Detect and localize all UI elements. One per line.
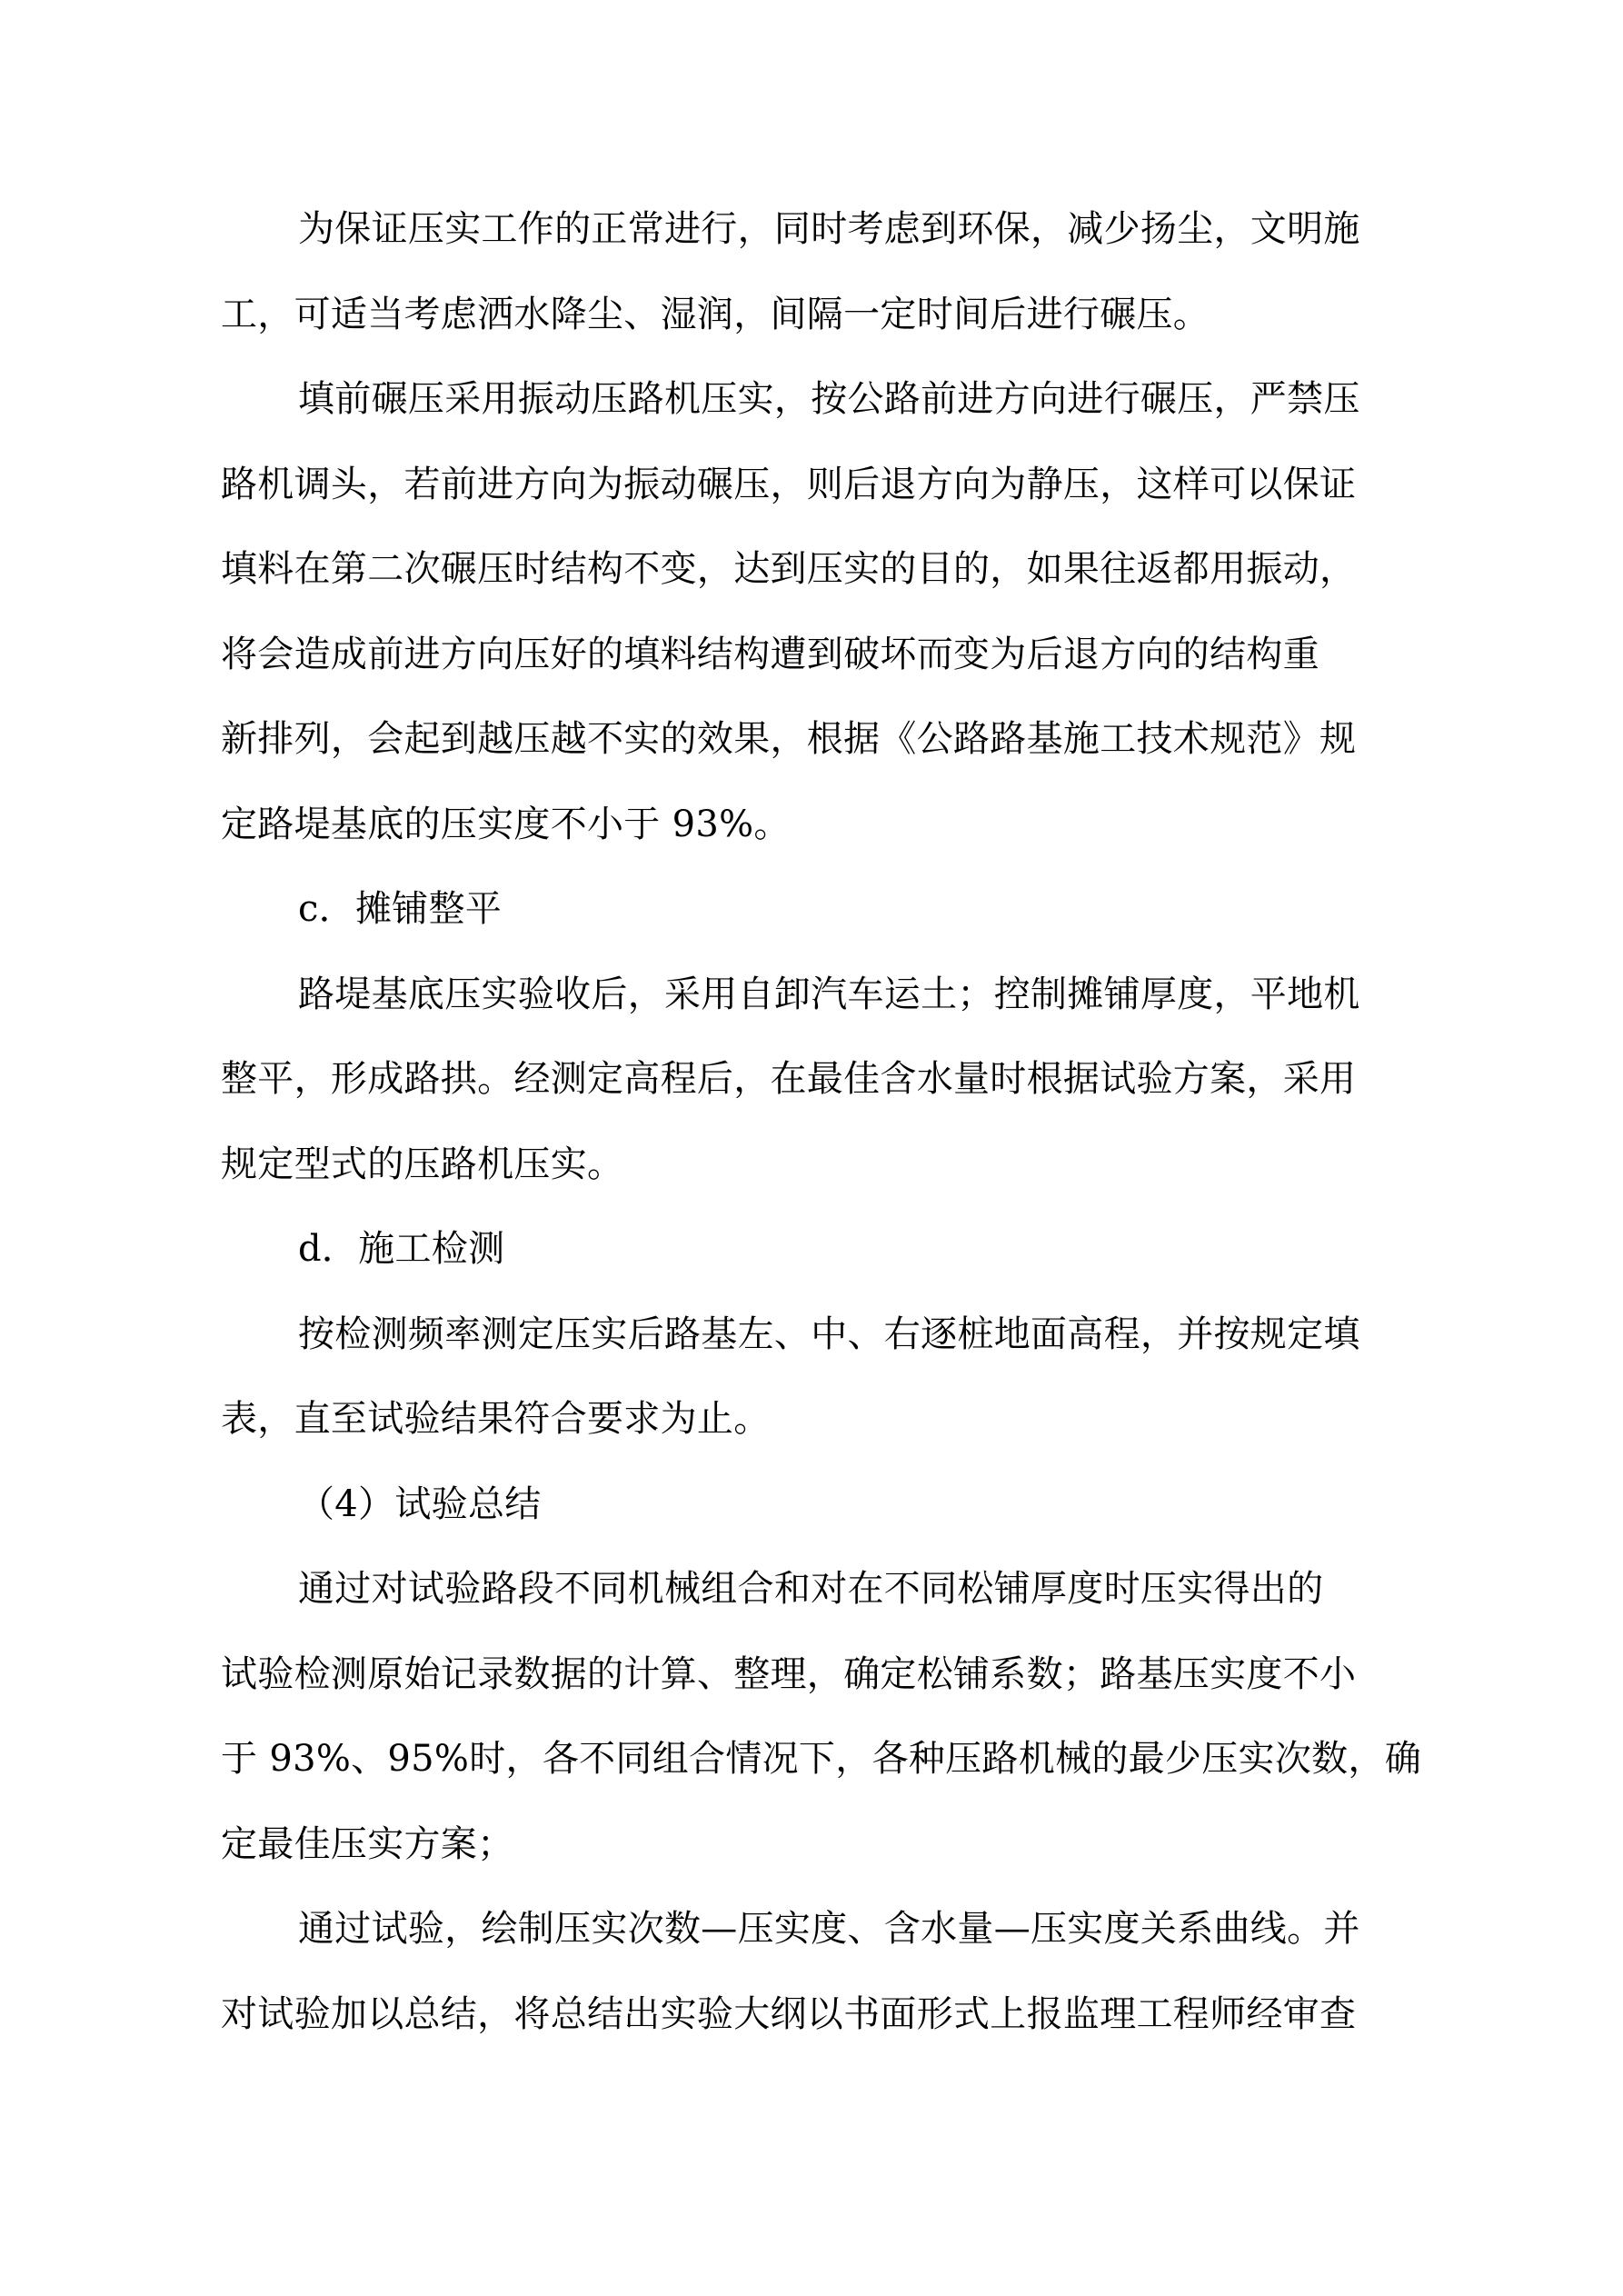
paragraph-3-line-1: 路堤基底压实验收后，采用自卸汽车运土；控制摊铺厚度，平地机: [298, 973, 1360, 1015]
paragraph-3-line-2: 整平，形成路拱。经测定高程后，在最佳含水量时根据试验方案，采用: [221, 1058, 1357, 1100]
paragraph-5-line-1: 通过对试验路段不同机械组合和对在不同松铺厚度时压实得出的: [298, 1568, 1324, 1610]
paragraph-2-line-6: 定路堤基底的压实度不小于 93%。: [221, 804, 791, 845]
paragraph-2-line-2: 路机调头，若前进方向为振动碾压，则后退方向为静压，这样可以保证: [221, 464, 1357, 505]
paragraph-6-line-2: 对试验加以总结，将总结出实验大纲以书面形式上报监理工程师经审查: [221, 1993, 1357, 2035]
paragraph-4-line-1: 按检测频率测定压实后路基左、中、右逐桩地面高程，并按规定填: [298, 1313, 1360, 1355]
paragraph-1-line-1: 为保证压实工作的正常进行，同时考虑到环保，减少扬尘，文明施: [298, 208, 1360, 250]
paragraph-1-line-2: 工，可适当考虑洒水降尘、湿润，间隔一定时间后进行碾压。: [221, 294, 1210, 335]
paragraph-4-line-2: 表，直至试验结果符合要求为止。: [221, 1398, 771, 1440]
paragraph-2-line-5: 新排列，会起到越压越不实的效果，根据《公路路基施工技术规范》规: [221, 718, 1357, 760]
paragraph-5-line-2: 试验检测原始记录数据的计算、整理，确定松铺系数；路基压实度不小: [221, 1653, 1357, 1695]
paragraph-6-line-1: 通过试验，绘制压实次数—压实度、含水量—压实度关系曲线。并: [298, 1908, 1360, 1950]
section-heading-c: c．摊铺整平: [298, 888, 503, 930]
paragraph-2-line-3: 填料在第二次碾压时结构不变，达到压实的目的，如果往返都用振动，: [221, 548, 1357, 590]
paragraph-5-line-4: 定最佳压实方案；: [221, 1823, 514, 1865]
section-heading-4: （4）试验总结: [298, 1483, 542, 1525]
paragraph-2-line-4: 将会造成前进方向压好的填料结构遭到破坏而变为后退方向的结构重: [221, 634, 1319, 675]
paragraph-5-line-3: 于 93%、95%时，各不同组合情况下，各种压路机械的最少压实次数，确: [221, 1738, 1422, 1780]
paragraph-2-line-1: 填前碾压采用振动压路机压实，按公路前进方向进行碾压，严禁压: [298, 378, 1360, 420]
section-heading-d: d．施工检测: [298, 1228, 505, 1270]
paragraph-3-line-3: 规定型式的压路机压实。: [221, 1143, 624, 1185]
